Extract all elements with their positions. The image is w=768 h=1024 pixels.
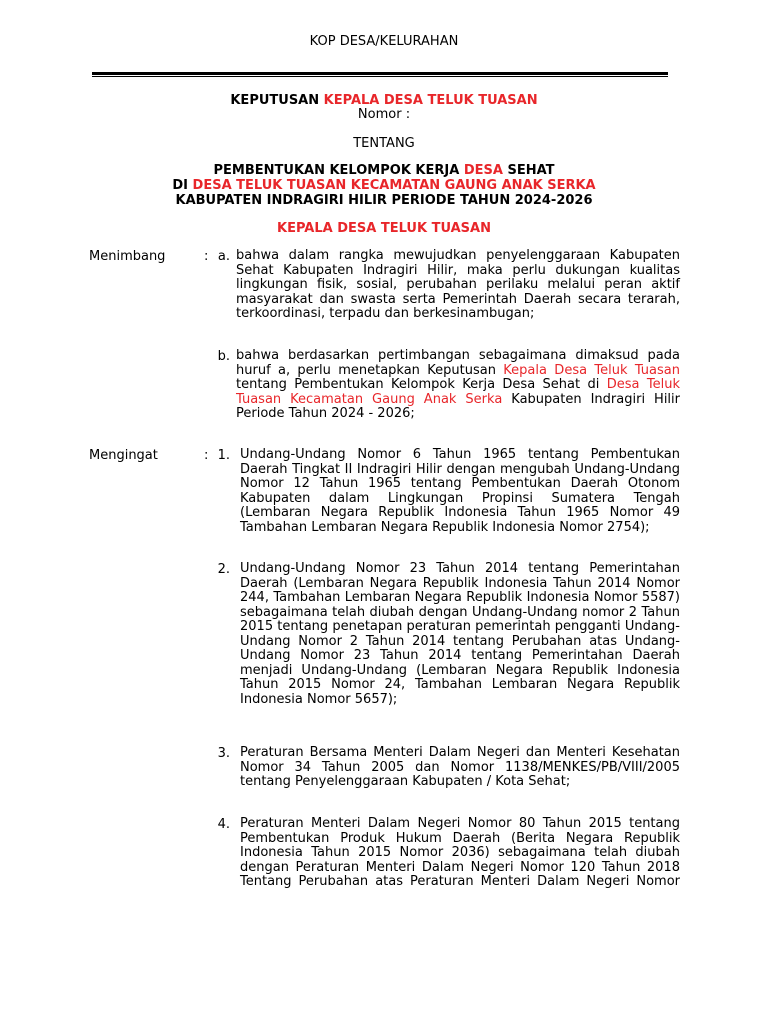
mengingat-item-2-text: Undang-Undang Nomor 23 Tahun 2014 tentang Pemerintahan Daerah (Lembaran Negara Republik Indonesia Tahun 2014 Nomor 244, Tambahan Lembaran Negara Republik Indonesia Nomor 5587) sebagaimana telah diubah dengan Undang-Undang nomor 2 Tahun 2015 tentang penetapan peraturan pemerintah pengganti Undang-Undang Nomor 2 Tahun 2014 tentang Perubahan atas Undang-Undang Nomor 23 Tahun 2014 tentang Pemerintahan Daerah menjadi Undang-Undang (Lembaran Negara Republik Indonesia Tahun 2015 Nomor 24, Tambahan Lembaran Negara Republik Indonesia Nomor 5657);	[240, 561, 680, 707]
mengingat-item-1-number: 1.	[217, 448, 230, 463]
official-title: KEPALA DESA TELUK TUASAN	[277, 221, 491, 236]
decree-title-issuer: KEPALA DESA TELUK TUASAN	[323, 93, 538, 108]
mengingat-item-4-number: 4.	[217, 817, 230, 832]
menimbang-b-text-3: Kabupaten Indragiri Hilir Periode Tahun 2024 - 2026;	[236, 391, 680, 421]
subject-line-2	[0, 178, 768, 193]
subject-line-3: KABUPATEN INDRAGIRI HILIR PERIODE TAHUN 2024-2026	[175, 193, 593, 208]
subject-line-1-text-a: PEMBENTUKAN KELOMPOK KERJA	[213, 163, 460, 178]
subject-line-1	[0, 163, 768, 178]
mengingat-item-1-text: Undang-Undang Nomor 6 Tahun 1965 tentang Pembentukan Daerah Tingkat II Indragiri Hilir dengan mengubah Undang-Undang Nomor 12 Tahun 1965 tentang Pembentukan Daerah Otonom Kabupaten dalam Lingkungan Propinsi Sumatera Tengah (Lembaran Negara Republik Indonesia Tahun 1965 Nomor 49 Tambahan Lembaran Negara Republik Indonesia Nomor 2754);	[240, 447, 680, 535]
menimbang-a-text: bahwa dalam rangka mewujudkan penyelenggaraan Kabupaten Sehat Kabupaten Indragiri Hilir, maka perlu dukungan kualitas lingkungan fisik, sosial, perubahan perilaku melalui peran aktif masyarakat dan swasta serta Pemerintah Daerah secara terarah, terkoordinasi, terpadu dan berkesinambugan;	[236, 248, 680, 321]
mengingat-item-2-number: 2.	[217, 562, 230, 577]
subject-line-1-text-b: SEHAT	[507, 163, 555, 178]
letterhead-placeholder: KOP DESA/KELURAHAN	[309, 34, 459, 49]
menimbang-b-text	[236, 349, 680, 422]
decree-number: Nomor :	[357, 107, 411, 122]
mengingat-item-3-number: 3.	[217, 746, 230, 761]
menimbang-b-text-1: bahwa berdasarkan pertimbangan sebagaimana dimaksud pada huruf a, perlu menetapkan Keputusan	[236, 348, 680, 378]
menimbang-label: Menimbang	[89, 249, 166, 264]
subject-line-2-red: DESA TELUK TUASAN KECAMATAN GAUNG ANAK SERKA	[192, 178, 596, 193]
menimbang-a-marker: a.	[217, 249, 230, 264]
mengingat-label: Mengingat	[89, 448, 158, 463]
letterhead-rule-thin	[92, 76, 668, 77]
menimbang-colon: :	[204, 249, 209, 264]
menimbang-b-text-2: tentang Pembentukan Kelompok Kerja Desa Sehat di	[236, 377, 600, 392]
decree-title	[0, 93, 768, 108]
subject-line-1-red: DESA	[463, 163, 503, 178]
mengingat-item-3-text: Peraturan Bersama Menteri Dalam Negeri dan Menteri Kesehatan Nomor 34 Tahun 2005 dan Nomor 1138/MENKES/PB/VIII/2005 tentang Penyelenggaraan Kabupaten / Kota Sehat;	[240, 745, 680, 789]
mengingat-colon: :	[204, 448, 209, 463]
letterhead-rule-thick	[92, 72, 668, 75]
tentang-heading: TENTANG	[353, 136, 415, 151]
decree-title-prefix: KEPUTUSAN	[230, 93, 320, 108]
subject-line-2-text: DI	[172, 178, 188, 193]
menimbang-b-red-1: Kepala Desa Teluk Tuasan	[503, 362, 680, 378]
mengingat-item-4-text: Peraturan Menteri Dalam Negeri Nomor 80 Tahun 2015 tentang Pembentukan Produk Hukum Daerah (Berita Negara Republik Indonesia Tahun 2015 Nomor 2036) sebagaimana telah diubah dengan Peraturan Menteri Dalam Negeri Nomor 120 Tahun 2018 Tentang Perubahan atas Peraturan Menteri Dalam Negeri Nomor	[240, 816, 680, 889]
menimbang-b-red-2: Desa Teluk Tuasan Kecamatan Gaung Anak Serka	[236, 377, 680, 407]
menimbang-b-marker: b.	[217, 349, 230, 364]
